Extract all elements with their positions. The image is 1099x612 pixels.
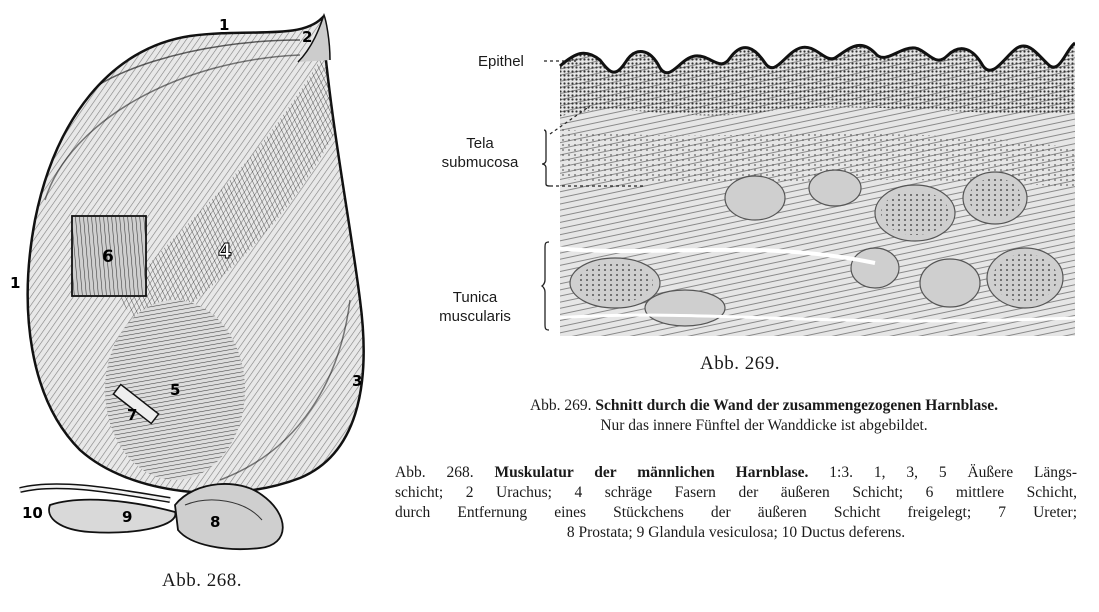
label-epithel: Epithel [478, 53, 524, 70]
label-tela-submucosa: Tela submucosa [441, 135, 519, 171]
caption-269-line1: Abb. 269. Schnitt durch die Wand der zusammengezogenen Harnblase. [529, 397, 999, 414]
label-1-left: 1 [10, 274, 21, 292]
label-7-ureter: 7 [127, 406, 138, 424]
caption-269 [440, 396, 1088, 436]
caption-269-line2: Nur das innere Fünftel der Wanddicke ist abgebildet. [600, 417, 928, 434]
label-3-right: 3 [352, 372, 363, 390]
label-4-oblique-fibers: 4 [218, 239, 232, 263]
tunica-brace [540, 240, 552, 332]
label-6-middle-layer: 6 [102, 247, 114, 267]
figure-269-number: Abb. 269. [700, 353, 780, 374]
bladder-base-structures [20, 484, 283, 549]
figure-268-illustration [0, 0, 380, 560]
label-9-vesiculosa: 9 [122, 508, 133, 526]
caption-268-line2: schicht; 2 Urachus; 4 schräge Fasern der äußeren Schicht; 6 mittlere Schicht, [395, 484, 1077, 501]
caption-268-line3: durch Entfernung eines Stückchens der äußeren Schicht freigelegt; 7 Ureter; [395, 504, 1077, 521]
label-5-longitudinal: 5 [170, 381, 181, 399]
label-8-prostata: 8 [210, 513, 221, 531]
label-2-urachus: 2 [302, 28, 313, 46]
bladder-body [0, 0, 380, 520]
figure-268-number: Abb. 268. [162, 570, 242, 591]
label-10-ductus: 10 [22, 504, 43, 522]
caption-268-line1: Abb. 268. Muskulatur der männlichen Harnblase. 1:3. 1, 3, 5 Äußere Längs- [395, 464, 1077, 481]
label-1-top: 1 [219, 16, 230, 34]
leader-lines [540, 50, 660, 200]
label-tunica-muscularis: Tunica muscularis [439, 289, 511, 325]
caption-268 [395, 463, 1077, 543]
caption-268-line4: 8 Prostata; 9 Glandula vesiculosa; 10 Ductus deferens. [566, 524, 906, 541]
